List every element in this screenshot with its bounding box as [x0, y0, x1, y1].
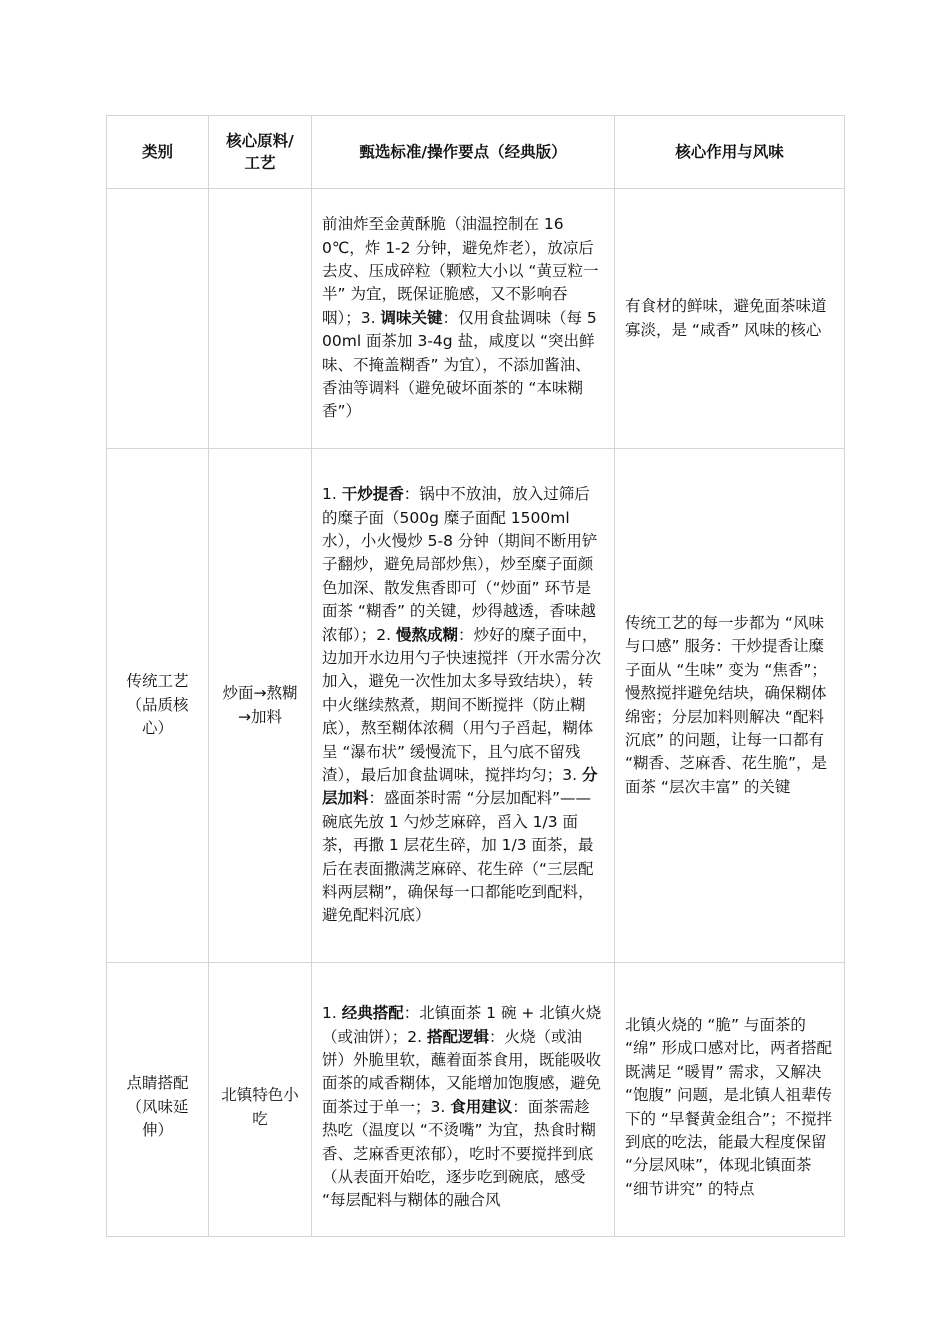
- cell-standard: [312, 449, 615, 963]
- cell-material: 炒面→熬糊→加料: [209, 449, 312, 963]
- header-effect: 核心作用与风味: [615, 116, 845, 189]
- text-segment: ：盛面茶时需 “分层加配料”—— 碗底先放 1 勺炒芝麻碎，舀入 1/3 面茶，再撒 1 层花生碎，加 1/3 面茶，最后在表面撒满芝麻碎、花生碎（“三层配料两层糊”，确保每一口都能吃到配料，避免配料沉底）: [322, 789, 594, 925]
- cell-effect: 北镇火烧的 “脆” 与面茶的 “绵” 形成口感对比，两者搭配既满足 “暖胃” 需求，又解决 “饱腹” 问题，是北镇人祖辈传下的 “早餐黄金组合”；不搅拌到底的吃法，能最大程度保留 “分层风味”，体现北镇面茶 “细节讲究” 的特点: [615, 963, 845, 1237]
- text-segment: 1.: [322, 1004, 342, 1023]
- bold-keyword: 慢熬成糊: [395, 625, 458, 644]
- cell-material: 北镇特色小吃: [209, 963, 312, 1237]
- text-segment: ：面茶需趁热吃（温度以 “不烫嘴” 为宜，热食时糊香、芝麻香更浓郁），吃时不要搅拌到底（从表面开始吃，逐步吃到碗底，感受 “每层配料与糊体的融合风: [322, 1097, 596, 1210]
- header-row: [107, 116, 845, 189]
- cell-category: 传统工艺（品质核心）: [107, 449, 209, 963]
- standard-text: [322, 485, 601, 924]
- cell-effect: 传统工艺的每一步都为 “风味与口感” 服务：干炒提香让糜子面从 “生味” 变为 “焦香”；慢熬搅拌避免结块，确保糊体绵密；分层加料则解决 “配料沉底” 的问题，让每一口都有 “糊香、芝麻香、花生脆”，是面茶 “层次丰富” 的关键: [615, 449, 845, 963]
- header-standard: 甄选标准/操作要点（经典版）: [312, 116, 615, 189]
- text-segment: ：炒好的糜子面中，边加开水边用勺子快速搅拌（开水需分次加入，避免一次性加太多导致结块），转中火继续熬煮，期间不断搅拌（防止糊底），熬至糊体浓稠（用勺子舀起，糊体呈 “瀑布状” 缓慢流下，且勺底不留残渣），最后加食盐调味，搅拌均匀；3.: [322, 625, 602, 785]
- standard-text: [322, 1004, 601, 1209]
- text-segment: 1.: [322, 485, 342, 504]
- header-material: [209, 116, 312, 189]
- text-segment: ：锅中不放油，放入过筛后的糜子面（500g 糜子面配 1500ml 水），小火慢炒 5-8 分钟（期间不断用铲子翻炒，避免局部炒焦），炒至糜子面颜色加深、散发焦香即可（“炒面” 环节是面茶 “糊香” 的关键，炒得越透，香味越浓郁）；2.: [322, 485, 598, 644]
- main-table: [106, 115, 845, 1237]
- table-row: [107, 449, 845, 963]
- bold-keyword: 经典搭配: [341, 1004, 404, 1023]
- cell-standard: [312, 189, 615, 449]
- bold-keyword: 搭配逻辑: [426, 1027, 489, 1046]
- cell-standard: [312, 963, 615, 1237]
- cell-effect: 有食材的鲜味，避免面茶味道寡淡，是 “咸香” 风味的核心: [615, 189, 845, 449]
- text-segment: 前油炸至金黄酥脆（油温控制在 160℃，炸 1-2 分钟，避免炸老），放凉后去皮、压成碎粒（颗粒大小以 “黄豆粒一半” 为宜，既保证脆感，又不影响吞咽）；3.: [322, 215, 599, 327]
- table-row: [107, 189, 845, 449]
- standard-text: [322, 215, 598, 420]
- text-segment: ：北镇面茶 1 碗 + 北镇火烧（或油饼）；2.: [322, 1004, 602, 1046]
- cell-material: [209, 189, 312, 449]
- header-material-text: 核心原料/ 工艺: [226, 132, 294, 172]
- bold-keyword: 调味关键: [380, 308, 443, 327]
- header-category: 类别: [107, 116, 209, 189]
- table-row: [107, 963, 845, 1237]
- cell-category: 点睛搭配（风味延伸）: [107, 963, 209, 1237]
- cell-category: [107, 189, 209, 449]
- bold-keyword: 分层加料: [322, 766, 598, 808]
- text-segment: ：火烧（或油饼）外脆里软，蘸着面茶食用，既能吸收面茶的咸香糊体，又能增加饱腹感，避免面茶过于单一；3.: [322, 1027, 602, 1116]
- bold-keyword: 干炒提香: [341, 485, 404, 504]
- text-segment: ：仅用食盐调味（每 500ml 面茶加 3-4g 盐，咸度以 “突出鲜味、不掩盖糊香” 为宜），不添加酱油、香油等调料（避免破坏面茶的 “本味糊香”）: [322, 308, 597, 421]
- bold-keyword: 食用建议: [450, 1097, 513, 1116]
